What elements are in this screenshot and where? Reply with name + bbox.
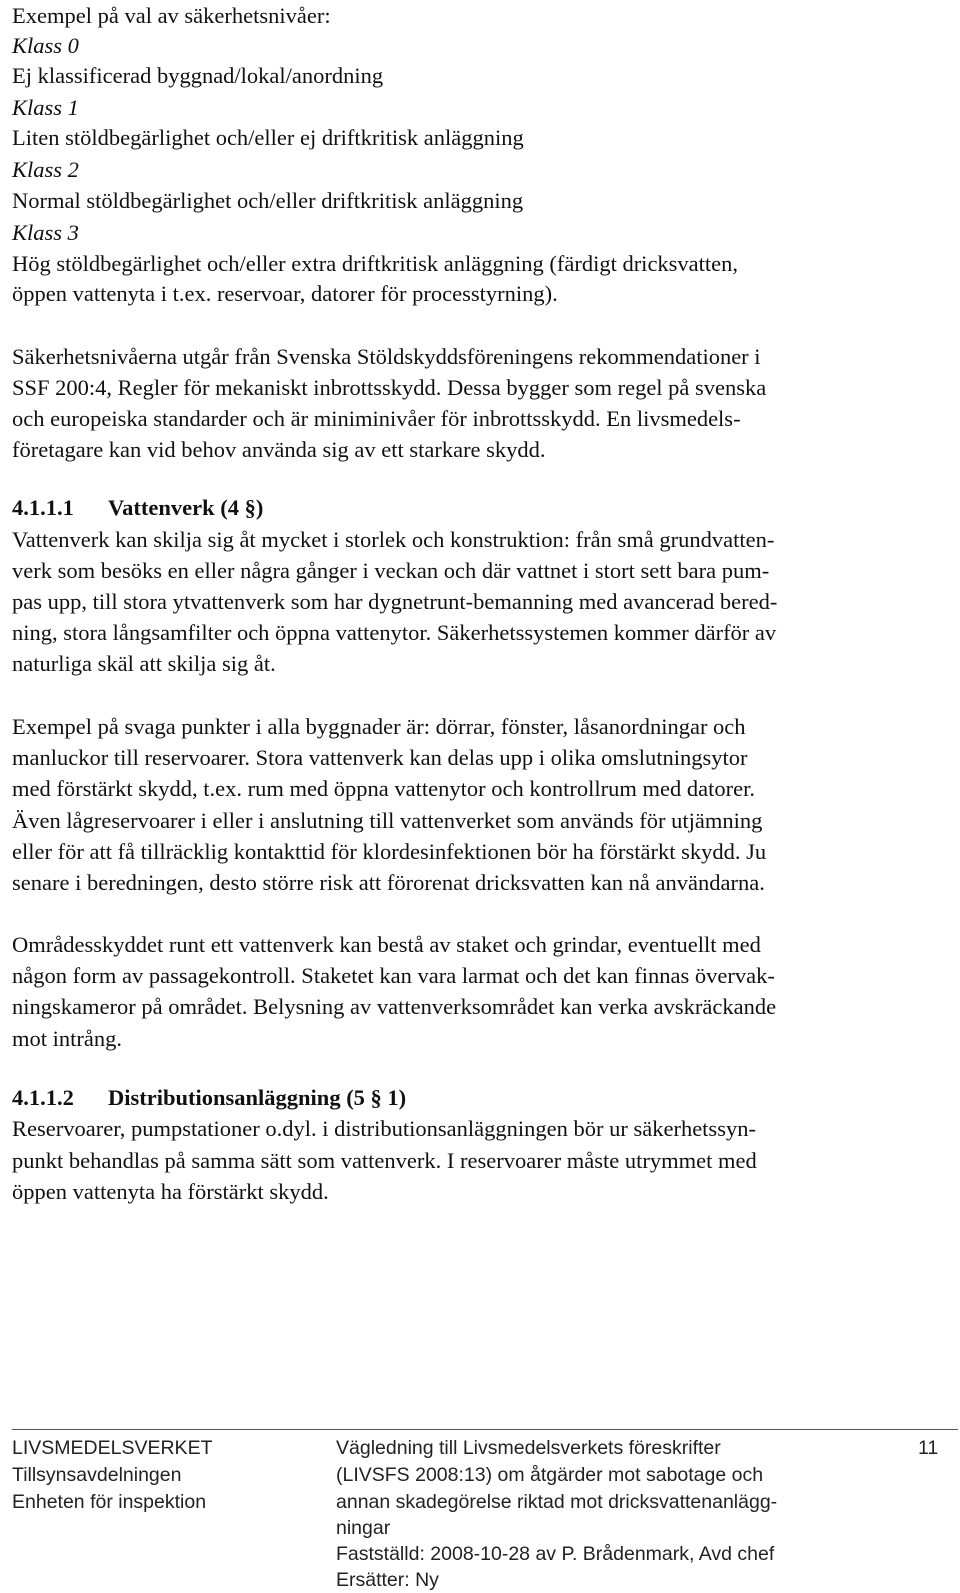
vattenverk-p2-line: eller för att få tillräcklig kontakttid för klordesinfektionen bör ha förstärkt skydd. Ju	[12, 839, 767, 864]
vattenverk-p2-line: Exempel på svaga punkter i alla byggnader är: dörrar, fönster, låsanordningar och	[12, 714, 746, 739]
vattenverk-p3-line: någon form av passagekontroll. Staketet kan vara larmat och det kan finnas övervak-	[12, 963, 775, 988]
class-3-desc-line-2: öppen vattenyta i t.ex. reservoar, datorer för processtyrning).	[12, 281, 558, 306]
distribution-line: öppen vattenyta ha förstärkt skydd.	[12, 1179, 329, 1204]
footer-org: LIVSMEDELSVERKET	[12, 1437, 213, 1459]
class-0-label: Klass 0	[12, 33, 79, 58]
section-heading-vattenverk	[12, 494, 263, 522]
intro-heading: Exempel på val av säkerhetsnivåer:	[12, 3, 331, 28]
levels-paragraph-line: Säkerhetsnivåerna utgår från Svenska Stöldskyddsföreningens rekommendationer i	[12, 344, 761, 369]
class-2-label: Klass 2	[12, 157, 79, 182]
section-title: Distributionsanläggning (5 § 1)	[108, 1085, 407, 1110]
footer-replaces: Ersätter: Ny	[336, 1569, 439, 1591]
vattenverk-p1-line: verk som besöks en eller några gånger i veckan och där vattnet i stort sett bara pum-	[12, 558, 770, 583]
vattenverk-p2-line: senare i beredningen, desto större risk att förorenat dricksvatten kan nå användarna.	[12, 870, 765, 895]
vattenverk-p1-line: ning, stora långsamfilter och öppna vattenytor. Säkerhetssystemen kommer därför av	[12, 620, 777, 645]
vattenverk-p2-line: manluckor till reservoarer. Stora vattenverk kan delas upp i olika omslutningsytor	[12, 745, 748, 770]
levels-paragraph-line: och europeiska standarder och är miniminivåer för inbrottsskydd. En livsmedels-	[12, 406, 741, 431]
vattenverk-p3-line: mot intrång.	[12, 1026, 122, 1051]
vattenverk-p1-line: pas upp, till stora ytvattenverk som har dygnetrunt-bemanning med avancerad bered-	[12, 589, 778, 614]
footer-doc-title-line: ningar	[336, 1517, 391, 1539]
class-3-label: Klass 3	[12, 220, 79, 245]
class-2-desc: Normal stöldbegärlighet och/eller driftkritisk anläggning	[12, 188, 524, 213]
page-number: 11	[918, 1437, 939, 1459]
footer-established: Fastställd: 2008-10-28 av P. Brådenmark, Avd chef	[336, 1543, 775, 1565]
vattenverk-p3-line: ningskameror på området. Belysning av vattenverksområdet kan verka avskräckande	[12, 994, 777, 1019]
document-page	[12, 0, 942, 1593]
levels-paragraph-line: företagare kan vid behov använda sig av ett starkare skydd.	[12, 437, 546, 462]
vattenverk-p1-line: Vattenverk kan skilja sig åt mycket i storlek och konstruktion: från små grundvatten-	[12, 527, 775, 552]
distribution-line: Reservoarer, pumpstationer o.dyl. i distributionsanläggningen bör ur säkerhetssyn-	[12, 1116, 756, 1141]
footer-divider	[12, 1429, 958, 1430]
footer-dept: Tillsynsavdelningen	[12, 1464, 182, 1486]
class-3-desc-line-1: Hög stöldbegärlighet och/eller extra driftkritisk anläggning (färdigt dricksvatten,	[12, 251, 739, 276]
vattenverk-p2-line: med förstärkt skydd, t.ex. rum med öppna vattenytor och kontrollrum med datorer.	[12, 776, 755, 801]
class-0-desc: Ej klassificerad byggnad/lokal/anordning	[12, 63, 384, 88]
class-1-label: Klass 1	[12, 95, 79, 120]
vattenverk-p1-line: naturliga skäl att skilja sig åt.	[12, 651, 276, 676]
footer-doc-title-line: Vägledning till Livsmedelsverkets föreskrifter	[336, 1437, 721, 1459]
footer-doc-title-line: annan skadegörelse riktad mot dricksvattenanlägg-	[336, 1491, 778, 1513]
footer-doc-title-line: (LIVSFS 2008:13) om åtgärder mot sabotage och	[336, 1464, 764, 1486]
distribution-line: punkt behandlas på samma sätt som vattenverk. I reservoarer måste utrymmet med	[12, 1148, 757, 1173]
vattenverk-p3-line: Områdesskyddet runt ett vattenverk kan bestå av staket och grindar, eventuellt med	[12, 932, 761, 957]
section-number: 4.1.1.2	[12, 1085, 74, 1110]
vattenverk-p2-line: Även lågreservoarer i eller i anslutning till vattenverket som används för utjämning	[12, 808, 763, 833]
section-number: 4.1.1.1	[12, 495, 74, 520]
class-1-desc: Liten stöldbegärlighet och/eller ej driftkritisk anläggning	[12, 125, 524, 150]
footer-unit: Enheten för inspektion	[12, 1491, 207, 1513]
levels-paragraph-line: SSF 200:4, Regler för mekaniskt inbrottsskydd. Dessa bygger som regel på svenska	[12, 375, 767, 400]
section-heading-distribution	[12, 1084, 406, 1112]
section-title: Vattenverk (4 §)	[108, 495, 264, 520]
